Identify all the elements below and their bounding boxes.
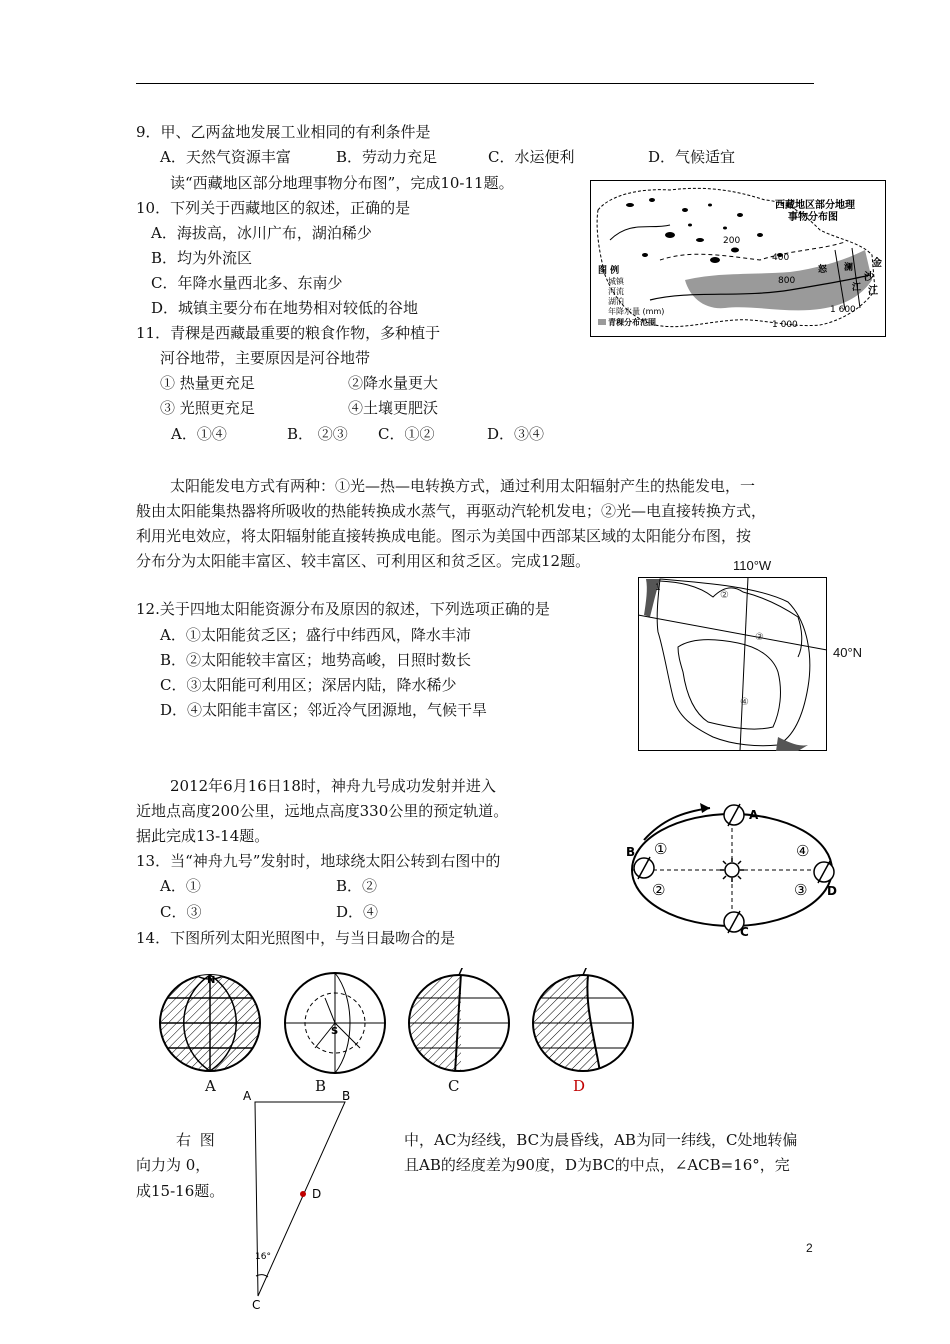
q12-option-b: B．②太阳能较丰富区；地势高峻，日照时数长 [160, 651, 472, 669]
sun-icon [720, 858, 744, 882]
shenzhou-intro-2: 近地点高度200公里，远地点高度330公里的预定轨道。 [136, 802, 509, 820]
tri-angle: 16° [255, 1252, 271, 1262]
q13-option-c: C．③ [160, 903, 202, 921]
legend-barley: 青稞分布范围 [608, 318, 656, 327]
solar-intro-3: 利用光电效应，将太阳辐射能直接转换成电能。图示为美国中西部某区域的太阳能分布图，按 [136, 527, 752, 545]
intro-10-11: 读“西藏地区部分地理事物分布图”，完成10-11题。 [170, 174, 514, 192]
globe-a [160, 971, 260, 1071]
solar-intro-1: 太阳能发电方式有两种：①光—热—电转换方式，通过利用太阳辐射产生的热能发电，一 [170, 477, 756, 495]
iso-1000: 1 000 [772, 320, 798, 330]
q9-option-d: D．气候适宜 [648, 148, 736, 166]
q13-option-d: D．④ [336, 903, 379, 921]
point-d-marker [300, 1191, 306, 1197]
q14-stem: 14．下图所列太阳光照图中，与当日最吻合的是 [136, 929, 456, 947]
globe-d [533, 968, 633, 1076]
orbit-num-3: ③ [794, 881, 808, 899]
tibet-map-title-1: 西藏地区部分地理 [775, 200, 855, 211]
tri-c: C [252, 1298, 261, 1312]
legend-swatch [598, 319, 606, 325]
q15-left-3: 成15-16题。 [136, 1182, 225, 1200]
orbit-point-d: D [827, 884, 837, 898]
q15-left-2: 向力为 0， [136, 1156, 211, 1174]
river-char-2: 沙 [864, 272, 874, 283]
tibet-map-title-2: 事物分布图 [788, 212, 838, 223]
solar-map [638, 577, 828, 752]
q15-right-2: 且AB的经度差为90度，D为BC的中点，∠ACB=16°，完 [404, 1156, 790, 1174]
iso-800: 800 [778, 276, 796, 286]
q11-option-d: D．③④ [487, 425, 545, 443]
q10-option-d: D．城镇主要分布在地势相对较低的谷地 [151, 299, 419, 317]
page-number: 2 [806, 1241, 813, 1255]
globe-label-c: C [448, 1077, 460, 1095]
q11-item-2: ②降水量更大 [348, 374, 439, 392]
river-jiang: 江 [852, 283, 862, 293]
q12-stem: 12.关于四地太阳能资源分布及原因的叙述，下列选项正确的是 [136, 600, 550, 618]
shenzhou-intro-3: 据此完成13-14题。 [136, 827, 270, 845]
globe-label-b: B [315, 1077, 327, 1095]
q11-option-a: A．①④ [171, 425, 227, 443]
tri-d: D [312, 1187, 322, 1201]
q15-right-1: 中，AC为经线，BC为晨昏线，AB为同一纬线，C处地转偏 [404, 1131, 798, 1149]
q10-option-b: B．均为外流区 [151, 249, 253, 267]
river-char-1: 金 [872, 258, 882, 269]
orbit-num-1: ① [654, 840, 668, 858]
globe-b [285, 973, 385, 1073]
river-lan: 澜 [844, 263, 854, 273]
region-1: 1 [655, 583, 661, 593]
header-rule [136, 83, 814, 84]
q9-option-a: A．天然气资源丰富 [160, 148, 291, 166]
orbit-point-b: B [626, 845, 636, 859]
q9-option-c: C．水运便利 [488, 148, 575, 166]
solar-map-lon: 110°W [733, 558, 772, 573]
legend-rainfall: 年降水量 (mm) [608, 307, 665, 316]
orbit-point-a: A [749, 808, 759, 822]
iso-400: 400 [772, 253, 790, 263]
orbit-num-2: ② [652, 881, 666, 899]
orbit-point-c: C [740, 925, 749, 939]
globe-a-n: N [207, 975, 216, 986]
q13-option-b: B．② [336, 877, 378, 895]
q13-option-a: A．① [160, 877, 201, 895]
tri-b: B [342, 1089, 351, 1103]
orbit-num-4: ④ [796, 842, 810, 860]
q10-option-c: C．年降水量西北多、东南少 [151, 274, 343, 292]
iso-1600: 1 600 [830, 305, 856, 315]
tibet-map [590, 180, 886, 337]
q11-item-4: ④土壤更肥沃 [348, 399, 439, 417]
globe-label-a: A [205, 1077, 216, 1095]
triangle-diagram [238, 1088, 368, 1312]
q9-option-b: B．劳动力充足 [336, 148, 438, 166]
legend-title: 图 例 [598, 266, 620, 276]
q13-stem: 13．当“神舟九号”发射时，地球绕太阳公转到右图中的 [136, 852, 501, 870]
q12-option-d: D．④太阳能丰富区；邻近冷气团源地，气候干旱 [160, 701, 488, 719]
river-char-3: 江 [868, 286, 878, 297]
q10-option-a: A．海拔高，冰川广布，湖泊稀少 [151, 224, 372, 242]
solar-intro-4: 分布分为太阳能丰富区、较丰富区、可利用区和贫乏区。完成12题。 [136, 552, 591, 570]
globe-label-d: D [573, 1077, 586, 1095]
region-2: ② [720, 590, 729, 601]
q12-option-c: C．③太阳能可利用区；深居内陆，降水稀少 [160, 676, 457, 694]
legend-town: 城镇 [608, 277, 624, 286]
q11-option-c: C．①② [378, 425, 435, 443]
legend-lake: 湖泊 [608, 297, 624, 306]
q10-stem: 10．下列关于西藏地区的叙述，正确的是 [136, 199, 411, 217]
q12-option-a: A．①太阳能贫乏区；盛行中纬西风，降水丰沛 [160, 626, 471, 644]
solar-map-lat: 40°N [833, 645, 863, 660]
orbit-diagram [622, 800, 842, 940]
q11-stem-2: 河谷地带，主要原因是河谷地带 [160, 349, 371, 367]
region-3: ③ [755, 632, 764, 643]
q9-stem: 9．甲、乙两盆地发展工业相同的有利条件是 [136, 123, 431, 141]
tri-a: A [243, 1089, 252, 1103]
shenzhou-intro-1: 2012年6月16日18时，神舟九号成功发射并进入 [170, 777, 496, 795]
region-4: ④ [740, 697, 749, 708]
q11-item-3: ③ 光照更充足 [160, 399, 255, 417]
globe-b-s: S [331, 1026, 339, 1037]
illumination-globes [155, 968, 645, 1076]
river-nu: 怒 [818, 265, 828, 275]
q15-left-1: 右 图 [176, 1131, 217, 1149]
solar-intro-2: 般由太阳能集热器将所吸收的热能转换成水蒸气，再驱动汽轮机发电；②光—电直接转换方式， [136, 502, 767, 520]
globe-c [409, 968, 509, 1076]
iso-200: 200 [723, 236, 741, 246]
q11-item-1: ① 热量更充足 [160, 374, 255, 392]
q11-option-b: B． ②③ [287, 425, 348, 443]
legend-river: 河流 [608, 287, 624, 296]
q11-stem-1: 11．青稞是西藏最重要的粮食作物，多种植于 [136, 324, 441, 342]
